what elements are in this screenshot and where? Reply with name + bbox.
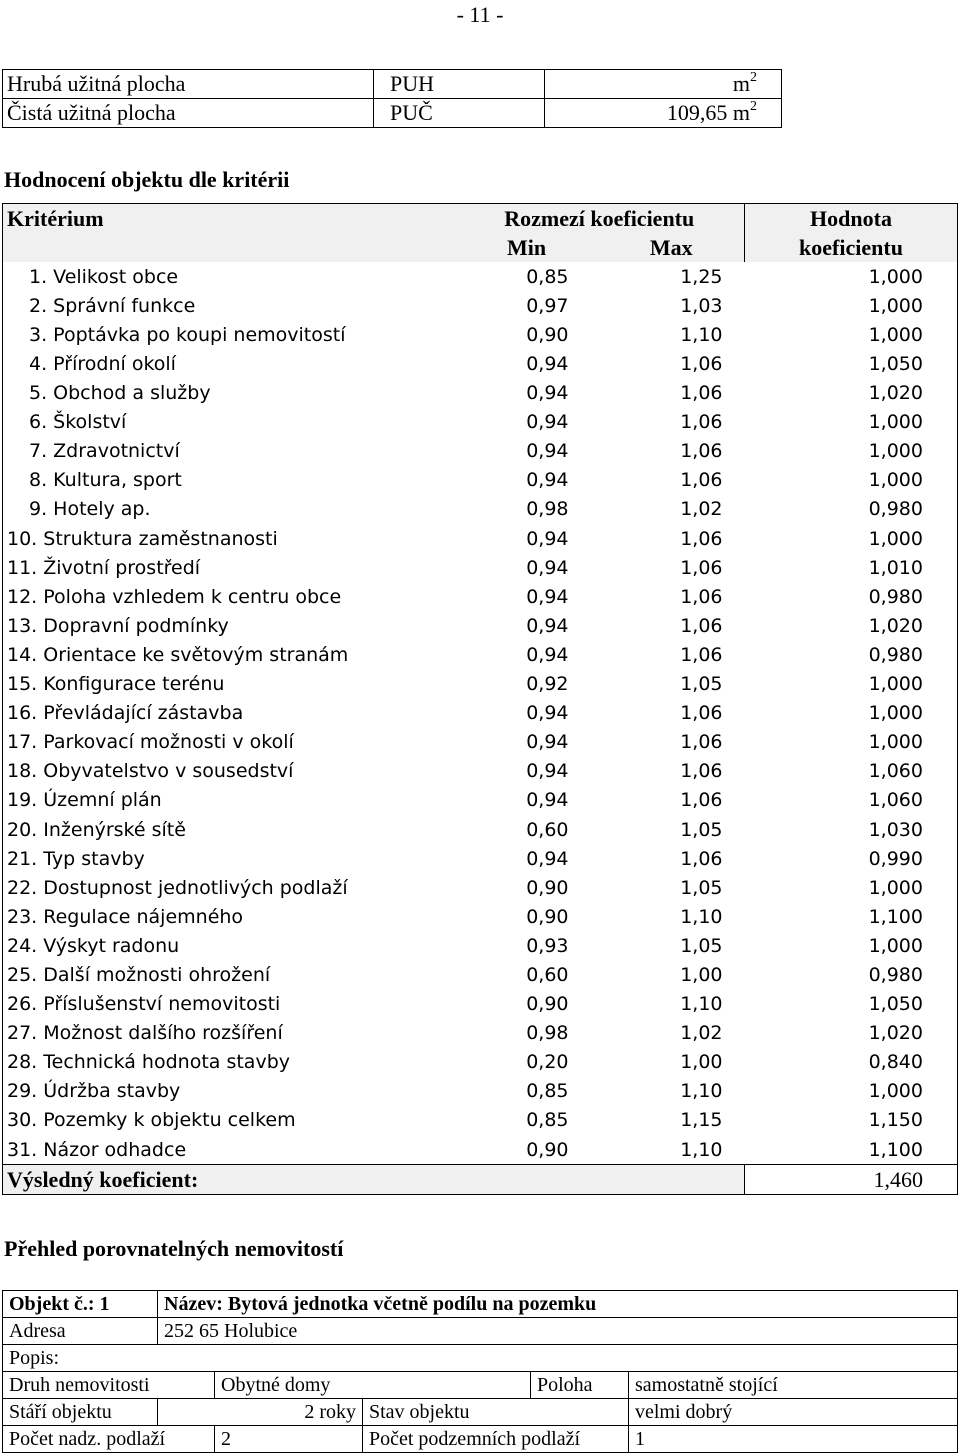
- range-max: 1,06: [680, 614, 723, 637]
- range-max: 1,05: [680, 934, 723, 957]
- criterion-name: 30. Pozemky k objektu celkem: [3, 1106, 455, 1135]
- criterion-name: 22. Dostupnost jednotlivých podlaží: [3, 873, 455, 902]
- criterion-name: 7. Zdravotnictví: [3, 437, 455, 466]
- criteria-row: [3, 699, 958, 728]
- criteria-rows: [3, 262, 958, 1164]
- criterion-name: 31. Názor odhadce: [3, 1135, 455, 1165]
- criterion-name: 9. Hotely ap.: [3, 495, 455, 524]
- address-value: 252 65 Holubice: [158, 1318, 958, 1345]
- criteria-row: [3, 728, 958, 757]
- range-max: 1,05: [680, 818, 723, 841]
- criteria-row: [3, 466, 958, 495]
- age-value: 2 roky: [158, 1399, 363, 1426]
- type-label: Druh nemovitosti: [3, 1372, 215, 1399]
- criterion-name: 19. Územní plán: [3, 786, 455, 815]
- criteria-row: [3, 786, 958, 815]
- range-min: 0,20: [526, 1051, 569, 1074]
- area-unit: m: [732, 100, 750, 125]
- range-min: 0,85: [526, 265, 569, 288]
- coefficient-value: 0,980: [745, 582, 958, 611]
- coefficient-value: 1,000: [745, 728, 958, 757]
- coefficient-value: 1,020: [745, 1019, 958, 1048]
- criterion-name: 12. Poloha vzhledem k centru obce: [3, 582, 455, 611]
- range-min: 0,94: [526, 469, 569, 492]
- criteria-row: [3, 844, 958, 873]
- range-min: 0,94: [526, 702, 569, 725]
- criterion-name: 18. Obyvatelstvo v sousedství: [3, 757, 455, 786]
- range-max: 1,06: [680, 731, 723, 754]
- criteria-row: [3, 931, 958, 960]
- criteria-row: [3, 960, 958, 989]
- coefficient-value: 1,030: [745, 815, 958, 844]
- coefficient-value: 1,000: [745, 408, 958, 437]
- criteria-row: [3, 495, 958, 524]
- criteria-row: [3, 640, 958, 669]
- range-min: 0,90: [526, 993, 569, 1016]
- area-table: [2, 69, 782, 128]
- coefficient-value: 1,000: [745, 873, 958, 902]
- area-abbreviation: PUČ: [374, 99, 545, 128]
- range-max: 1,06: [680, 789, 723, 812]
- criteria-row: [3, 262, 958, 291]
- range-min: 0,94: [526, 556, 569, 579]
- range-min: 0,94: [526, 760, 569, 783]
- min-column-header: Min: [455, 233, 599, 262]
- range-min: 0,94: [526, 847, 569, 870]
- underground-label: Počet podzemních podlaží: [363, 1426, 629, 1453]
- area-row: [3, 99, 782, 128]
- range-max: 1,06: [680, 353, 723, 376]
- range-max: 1,06: [680, 760, 723, 783]
- coefficient-value: 1,060: [745, 757, 958, 786]
- coefficient-value: 0,980: [745, 960, 958, 989]
- range-min: 0,94: [526, 411, 569, 434]
- value-column-header-line2: koeficientu: [745, 233, 958, 262]
- type-value: Obytné domy: [215, 1372, 531, 1399]
- page-number: - 11 -: [456, 2, 504, 27]
- area-abbreviation: PUH: [374, 70, 545, 99]
- coefficient-value: 1,000: [745, 931, 958, 960]
- criterion-name: 25. Další možnosti ohrožení: [3, 960, 455, 989]
- criteria-row: [3, 815, 958, 844]
- range-max: 1,10: [680, 905, 723, 928]
- position-label: Poloha: [531, 1372, 629, 1399]
- criterion-name: 13. Dopravní podmínky: [3, 611, 455, 640]
- range-max: 1,02: [680, 1022, 723, 1045]
- coefficient-value: 1,020: [745, 611, 958, 640]
- coefficient-value: 0,990: [745, 844, 958, 873]
- range-max: 1,10: [680, 323, 723, 346]
- object-address-row: [3, 1318, 958, 1345]
- age-label: Stáří objektu: [3, 1399, 158, 1426]
- coefficient-value: 1,000: [745, 524, 958, 553]
- criteria-row: [3, 1019, 958, 1048]
- range-max: 1,06: [680, 847, 723, 870]
- criteria-row: [3, 291, 958, 320]
- area-value-number: 109,65: [666, 100, 728, 125]
- criteria-row: [3, 408, 958, 437]
- result-label: Výsledný koeficient:: [3, 1165, 745, 1195]
- floors-label: Počet nadz. podlaží: [3, 1426, 215, 1453]
- criterion-name: 3. Poptávka po koupi nemovitostí: [3, 320, 455, 349]
- coefficient-value: 0,980: [745, 640, 958, 669]
- object-floors-row: [3, 1426, 958, 1453]
- area-unit-exponent: 2: [750, 70, 757, 85]
- criterion-name: 5. Obchod a služby: [3, 379, 455, 408]
- criterion-name: 15. Konfigurace terénu: [3, 670, 455, 699]
- object-number: Objekt č.: 1: [3, 1291, 158, 1318]
- range-min: 0,94: [526, 614, 569, 637]
- coefficient-value: 1,000: [745, 699, 958, 728]
- floors-value: 2: [215, 1426, 363, 1453]
- range-min: 0,94: [526, 643, 569, 666]
- range-min: 0,85: [526, 1109, 569, 1132]
- object-description-row: [3, 1345, 958, 1372]
- coefficient-value: 1,000: [745, 670, 958, 699]
- area-unit: m: [732, 71, 750, 96]
- coefficient-value: 1,050: [745, 990, 958, 1019]
- criterion-name: 11. Životní prostředí: [3, 553, 455, 582]
- criterion-name: 16. Převládající zástavba: [3, 699, 455, 728]
- object-table: [2, 1290, 958, 1453]
- area-label: Čistá užitná plocha: [3, 99, 374, 128]
- criterion-name: 29. Údržba stavby: [3, 1077, 455, 1106]
- criteria-row: [3, 1106, 958, 1135]
- criterion-name: 1. Velikost obce: [3, 262, 455, 291]
- object-age-row: [3, 1399, 958, 1426]
- range-min: 0,94: [526, 585, 569, 608]
- result-value: 1,460: [745, 1165, 958, 1195]
- range-max: 1,06: [680, 702, 723, 725]
- criteria-row: [3, 379, 958, 408]
- criterion-name: 28. Technická hodnota stavby: [3, 1048, 455, 1077]
- range-min: 0,90: [526, 876, 569, 899]
- range-min: 0,94: [526, 382, 569, 405]
- range-min: 0,94: [526, 353, 569, 376]
- range-min: 0,90: [526, 323, 569, 346]
- range-min: 0,92: [526, 673, 569, 696]
- range-max: 1,03: [680, 294, 723, 317]
- object-type-row: [3, 1372, 958, 1399]
- criterion-column-header: Kritérium: [3, 204, 455, 234]
- criterion-name: 26. Příslušenství nemovitosti: [3, 990, 455, 1019]
- range-max: 1,05: [680, 673, 723, 696]
- criterion-name: 6. Školství: [3, 408, 455, 437]
- criterion-name: 4. Přírodní okolí: [3, 349, 455, 378]
- criterion-name: 2. Správní funkce: [3, 291, 455, 320]
- range-min: 0,94: [526, 527, 569, 550]
- criteria-row: [3, 990, 958, 1019]
- criterion-name: 8. Kultura, sport: [3, 466, 455, 495]
- position-value: samostatně stojící: [629, 1372, 958, 1399]
- coefficient-value: 1,000: [745, 466, 958, 495]
- range-min: 0,93: [526, 934, 569, 957]
- criterion-name: 10. Struktura zaměstnanosti: [3, 524, 455, 553]
- area-unit-exponent: 2: [750, 99, 757, 114]
- coefficient-value: 1,150: [745, 1106, 958, 1135]
- coefficient-value: 1,000: [745, 320, 958, 349]
- range-min: 0,94: [526, 731, 569, 754]
- area-label: Hrubá užitná plocha: [3, 70, 374, 99]
- range-max: 1,06: [680, 527, 723, 550]
- coefficient-value: 1,000: [745, 437, 958, 466]
- range-max: 1,02: [680, 498, 723, 521]
- criteria-row: [3, 349, 958, 378]
- description-label: Popis:: [3, 1345, 958, 1372]
- range-max: 1,06: [680, 585, 723, 608]
- range-max: 1,25: [680, 265, 723, 288]
- criterion-name: 27. Možnost dalšího rozšíření: [3, 1019, 455, 1048]
- range-min: 0,94: [526, 789, 569, 812]
- coefficient-value: 1,060: [745, 786, 958, 815]
- criteria-row: [3, 1048, 958, 1077]
- max-column-header: Max: [599, 233, 745, 262]
- criteria-row: [3, 582, 958, 611]
- range-max: 1,06: [680, 556, 723, 579]
- range-max: 1,06: [680, 382, 723, 405]
- comparables-heading: Přehled porovnatelných nemovitostí: [4, 1236, 344, 1261]
- coefficient-value: 1,050: [745, 349, 958, 378]
- object-name: Název: Bytová jednotka včetně podílu na pozemku: [158, 1291, 958, 1318]
- criterion-name: 23. Regulace nájemného: [3, 902, 455, 931]
- criterion-name: 20. Inženýrské sítě: [3, 815, 455, 844]
- range-max: 1,10: [680, 993, 723, 1016]
- condition-value: velmi dobrý: [629, 1399, 958, 1426]
- criteria-row: [3, 902, 958, 931]
- address-label: Adresa: [3, 1318, 158, 1345]
- range-max: 1,00: [680, 1051, 723, 1074]
- area-value: [545, 70, 782, 99]
- condition-label: Stav objektu: [363, 1399, 629, 1426]
- range-min: 0,60: [526, 818, 569, 841]
- criteria-table: [2, 203, 958, 1195]
- range-min: 0,85: [526, 1080, 569, 1103]
- object-title-row: [3, 1291, 958, 1318]
- criteria-row: [3, 437, 958, 466]
- range-max: 1,15: [680, 1109, 723, 1132]
- range-min: 0,94: [526, 440, 569, 463]
- range-max: 1,06: [680, 411, 723, 434]
- area-row: [3, 70, 782, 99]
- range-min: 0,97: [526, 294, 569, 317]
- coefficient-value: 1,000: [745, 1077, 958, 1106]
- criteria-row: [3, 757, 958, 786]
- coefficient-value: 1,010: [745, 553, 958, 582]
- range-max: 1,06: [680, 440, 723, 463]
- criterion-name: 24. Výskyt radonu: [3, 931, 455, 960]
- coefficient-value: 0,980: [745, 495, 958, 524]
- criterion-name: 14. Orientace ke světovým stranám: [3, 640, 455, 669]
- value-column-header: Hodnota: [745, 204, 958, 234]
- range-max: 1,05: [680, 876, 723, 899]
- criterion-name: 17. Parkovací možnosti v okolí: [3, 728, 455, 757]
- criteria-row: [3, 320, 958, 349]
- coefficient-value: 0,840: [745, 1048, 958, 1077]
- area-value: [545, 99, 782, 128]
- criteria-heading: Hodnocení objektu dle kritérii: [4, 167, 290, 192]
- coefficient-value: 1,100: [745, 902, 958, 931]
- criteria-row: [3, 1135, 958, 1165]
- criteria-row: [3, 670, 958, 699]
- range-max: 1,06: [680, 643, 723, 666]
- result-row: [3, 1165, 958, 1195]
- criteria-subheader-row: [3, 233, 958, 262]
- coefficient-value: 1,100: [745, 1135, 958, 1165]
- criteria-row: [3, 873, 958, 902]
- coefficient-value: 1,000: [745, 291, 958, 320]
- range-max: 1,10: [680, 1080, 723, 1103]
- range-min: 0,98: [526, 498, 569, 521]
- criteria-row: [3, 524, 958, 553]
- range-min: 0,98: [526, 1022, 569, 1045]
- coefficient-value: 1,000: [745, 262, 958, 291]
- underground-value: 1: [629, 1426, 958, 1453]
- criteria-row: [3, 1077, 958, 1106]
- coefficient-value: 1,020: [745, 379, 958, 408]
- criteria-row: [3, 611, 958, 640]
- criteria-row: [3, 553, 958, 582]
- criterion-subheader-empty: [3, 233, 455, 262]
- range-max: 1,06: [680, 469, 723, 492]
- range-min: 0,90: [526, 1138, 569, 1161]
- range-column-header: Rozmezí koeficientu: [455, 204, 745, 234]
- criterion-name: 21. Typ stavby: [3, 844, 455, 873]
- range-max: 1,10: [680, 1138, 723, 1161]
- range-max: 1,00: [680, 963, 723, 986]
- range-min: 0,60: [526, 963, 569, 986]
- range-min: 0,90: [526, 905, 569, 928]
- criteria-header-row: [3, 204, 958, 234]
